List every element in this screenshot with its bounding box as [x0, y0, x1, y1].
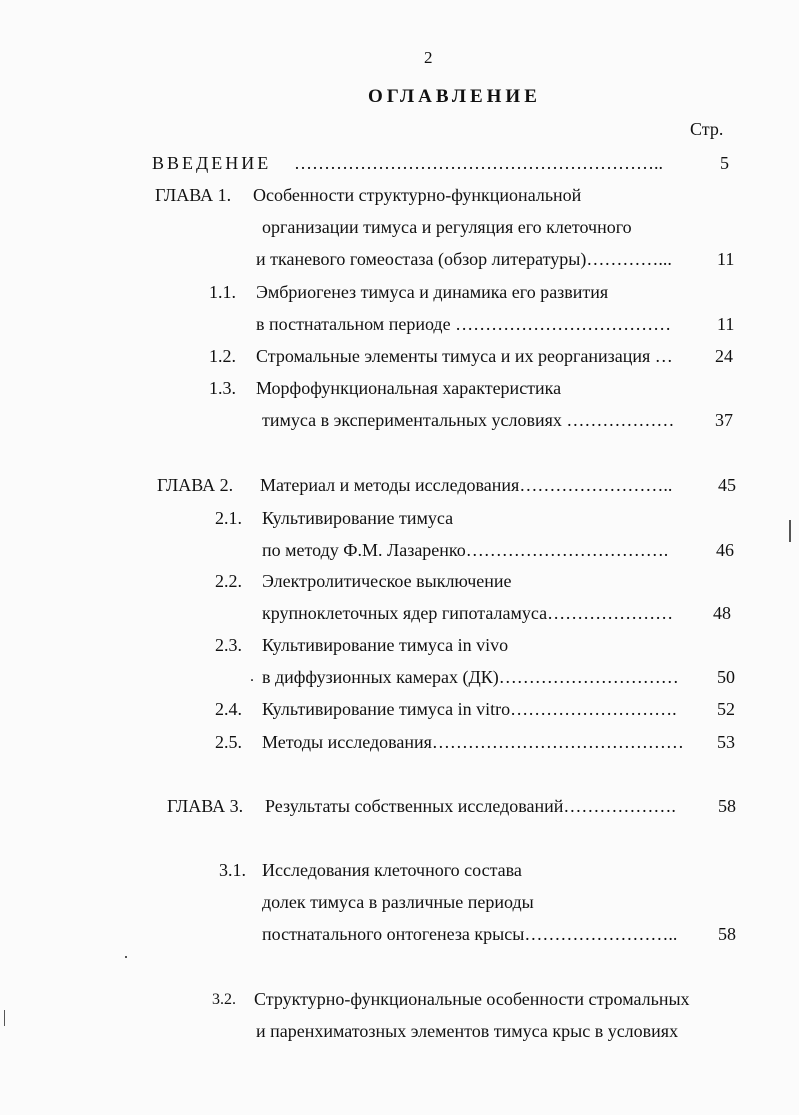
toc-s2-2-line-1: Электролитическое выключение — [262, 571, 512, 591]
toc-s3-1-line-3: постнатального онтогенеза крысы…………………….. — [262, 924, 678, 944]
toc-ch2-line-1: Материал и методы исследования…………………….. — [260, 475, 673, 495]
toc-s2-2-num: 2.2. — [215, 571, 242, 591]
toc-s2-4-page: 52 — [717, 699, 735, 719]
toc-s1-3-line-2: тимуса в экспериментальных условиях ……………… — [262, 410, 675, 430]
toc-heading: ОГЛАВЛЕНИЕ — [368, 86, 541, 107]
toc-s2-1-num: 2.1. — [215, 508, 242, 528]
toc-s3-1-line-1: Исследования клеточного состава — [262, 860, 522, 880]
toc-s1-2-num: 1.2. — [209, 346, 236, 366]
toc-s2-4-num: 2.4. — [215, 699, 242, 719]
page-number: 2 — [424, 48, 433, 67]
toc-s1-3-num: 1.3. — [209, 378, 236, 398]
toc-s1-1-num: 1.1. — [209, 282, 236, 302]
toc-intro-page: 5 — [720, 153, 729, 173]
toc-s3-1-page: 58 — [718, 924, 736, 944]
toc-s1-2-page: 24 — [715, 346, 733, 366]
scan-speck — [4, 1010, 5, 1026]
toc-s1-3-page: 37 — [715, 410, 733, 430]
toc-ch3-label: ГЛАВА 3. — [167, 796, 244, 816]
toc-ch1-label: ГЛАВА 1. — [155, 185, 232, 205]
toc-s2-2-page: 48 — [713, 603, 731, 623]
toc-s2-3-line-1: Культивирование тимуса in vivo — [262, 635, 509, 655]
toc-s2-3-num: 2.3. — [215, 635, 242, 655]
toc-s2-2-line-2: крупноклеточных ядер гипоталамуса………………… — [262, 603, 674, 623]
toc-s1-2-line-1: Стромальные элементы тимуса и их реорганизация … — [256, 346, 673, 366]
toc-s3-1-line-2: долек тимуса в различные периоды — [262, 892, 534, 912]
scan-speck — [789, 520, 791, 542]
toc-ch2-label: ГЛАВА 2. — [157, 475, 234, 495]
toc-ch1-line-1: Особенности структурно-функциональной — [253, 185, 582, 205]
toc-intro-label: ВВЕДЕНИЕ — [152, 153, 272, 173]
toc-s1-3-line-1: Морфофункциональная характеристика — [256, 378, 562, 398]
scan-speck — [125, 956, 127, 958]
toc-ch2-page: 45 — [718, 475, 736, 495]
toc-s2-1-line-1: Культивирование тимуса — [262, 508, 454, 528]
page-column-label: Стр. — [690, 119, 724, 139]
toc-s3-2-line-2: и паренхиматозных элементов тимуса крыс в условиях — [256, 1021, 679, 1041]
toc-s3-1-num: 3.1. — [219, 860, 246, 880]
toc-s2-5-line-1: Методы исследования…………………………………… — [262, 732, 684, 752]
toc-s2-1-line-2: по методу Ф.М. Лазаренко……………………………. — [262, 540, 669, 560]
toc-intro-dots: …………………………………………………….. — [294, 153, 663, 173]
toc-s2-1-page: 46 — [716, 540, 734, 560]
toc-ch3-page: 58 — [718, 796, 736, 816]
toc-s2-5-num: 2.5. — [215, 732, 242, 752]
toc-s1-1-page: 11 — [717, 314, 735, 334]
toc-ch3-line-1: Результаты собственных исследований………………. — [265, 796, 676, 816]
toc-s3-2-num: 3.2. — [212, 991, 236, 1008]
toc-ch1-page: 11 — [717, 249, 735, 269]
toc-s3-2-line-1: Структурно-функциональные особенности стромальных — [254, 989, 690, 1009]
toc-s2-3-page: 50 — [717, 667, 735, 687]
toc-ch1-line-2: организации тимуса и регуляция его клеточного — [262, 217, 632, 237]
toc-s1-1-line-2: в постнатальном периоде ……………………………… — [256, 314, 672, 334]
toc-s2-5-page: 53 — [717, 732, 735, 752]
toc-s2-4-line-1: Культивирование тимуса in vitro………………………. — [262, 699, 677, 719]
stray-mark: . — [250, 668, 254, 685]
toc-s1-1-line-1: Эмбриогенез тимуса и динамика его развития — [256, 282, 609, 302]
toc-ch1-line-3: и тканевого гомеостаза (обзор литературы)…………... — [256, 249, 672, 269]
toc-s2-3-line-2: в диффузионных камерах (ДК)………………………… — [262, 667, 679, 687]
